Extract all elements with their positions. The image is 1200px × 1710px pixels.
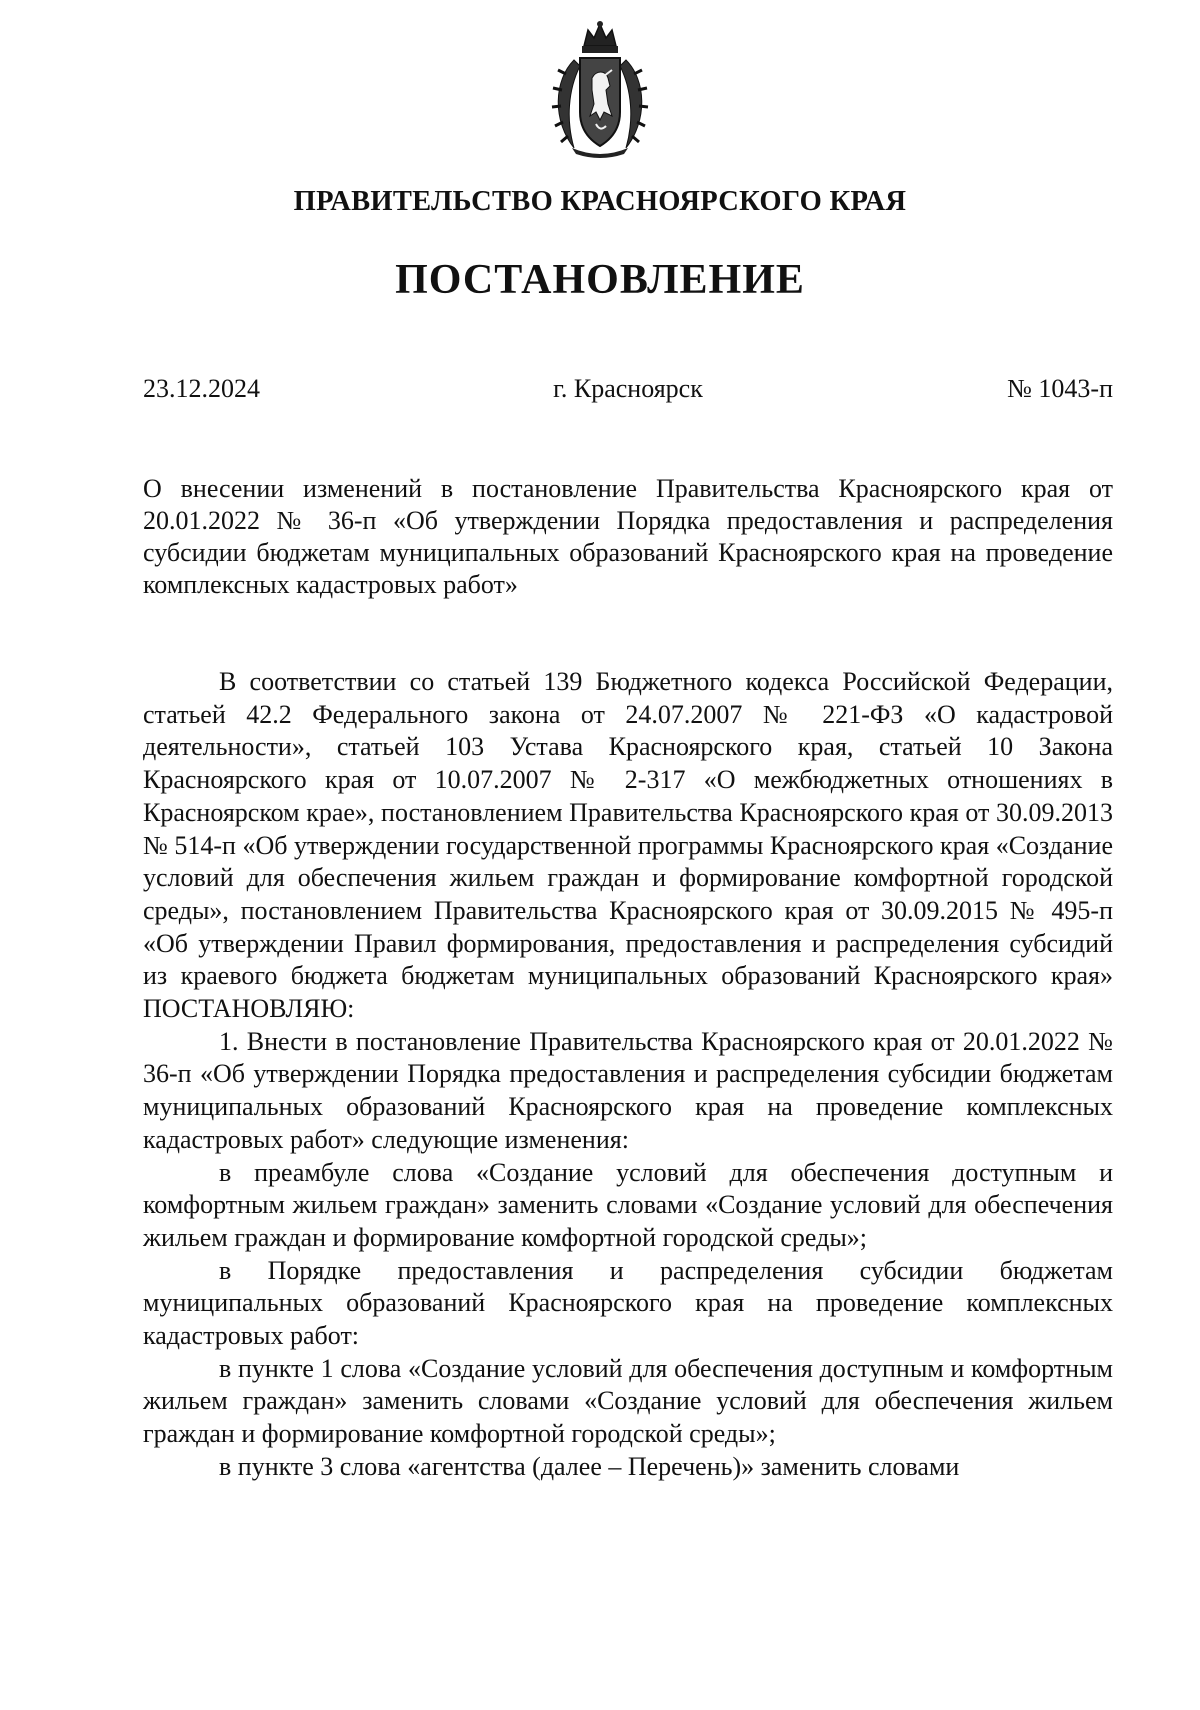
body-paragraph: 1. Внести в постановление Правительства Красноярского края от 20.01.2022 № 36-п «Об утверждении Порядка предоставления и распределения субсидии бюджетам муниципальных образований Красноярского края на проведение комплексных кадастровых работ» следующие изменения: (143, 1026, 1113, 1154)
document-city: г. Красноярск (553, 374, 703, 403)
document-type-title: ПОСТАНОВЛЕНИЕ (395, 257, 805, 303)
organization-title: ПРАВИТЕЛЬСТВО КРАСНОЯРСКОГО КРАЯ (293, 186, 907, 217)
body-paragraph: в Порядке предоставления и распределения субсидии бюджетам муниципальных образований Красноярского края на проведение комплексных кадастровых работ: (143, 1255, 1113, 1351)
krasnoyarsk-coat-of-arms-icon (544, 20, 656, 160)
document-subject: О внесении изменений в постановление Правительства Красноярского края от 20.01.2022 № 36-п «Об утверждении Порядка предоставления и распределения субсидии бюджетам муниципальных образований Красноярского края на проведение комплексных кадастровых работ» (143, 474, 1113, 599)
body-paragraph: в пункте 3 слова «агентства (далее – Перечень)» заменить словами (219, 1451, 960, 1481)
document-date: 23.12.2024 (143, 374, 260, 403)
document-number: № 1043-п (1007, 374, 1113, 403)
body-paragraph: в пункте 1 слова «Создание условий для обеспечения доступным и комфортным жильем граждан» заменить словами «Создание условий для обеспечения жильем граждан и формирование комфортной городской среды»; (143, 1353, 1113, 1449)
body-paragraph: в преамбуле слова «Создание условий для обеспечения доступным и комфортным жильем граждан» заменить словами «Создание условий для обеспечения жильем граждан и формирование комфортной городской среды»; (143, 1157, 1113, 1252)
body-paragraph: В соответствии со статьей 139 Бюджетного кодекса Российской Федерации, статьей 42.2 Федерального закона от 24.07.2007 № 221-ФЗ «О кадастровой деятельности», статьей 103 Устава Красноярского края, статьей 10 Закона Красноярского края от 10.07.2007 № 2-317 «О межбюджетных отношениях в Красноярском крае», постановлением Правительства Красноярского края от 30.09.2013 № 514-п «Об утверждении государственной программы Красноярского края «Создание условий для обеспечения жильем граждан и формирование комфортной городской среды», постановлением Правительства Красноярского края от 30.09.2015 № 495-п «Об утверждении Правил формирования, предоставления и распределения субсидий из краевого бюджета бюджетам муниципальных образований Красноярского края» ПОСТАНОВЛЯЮ: (143, 667, 1113, 1024)
document-body (143, 666, 1113, 1484)
document-meta-row (143, 374, 1113, 414)
